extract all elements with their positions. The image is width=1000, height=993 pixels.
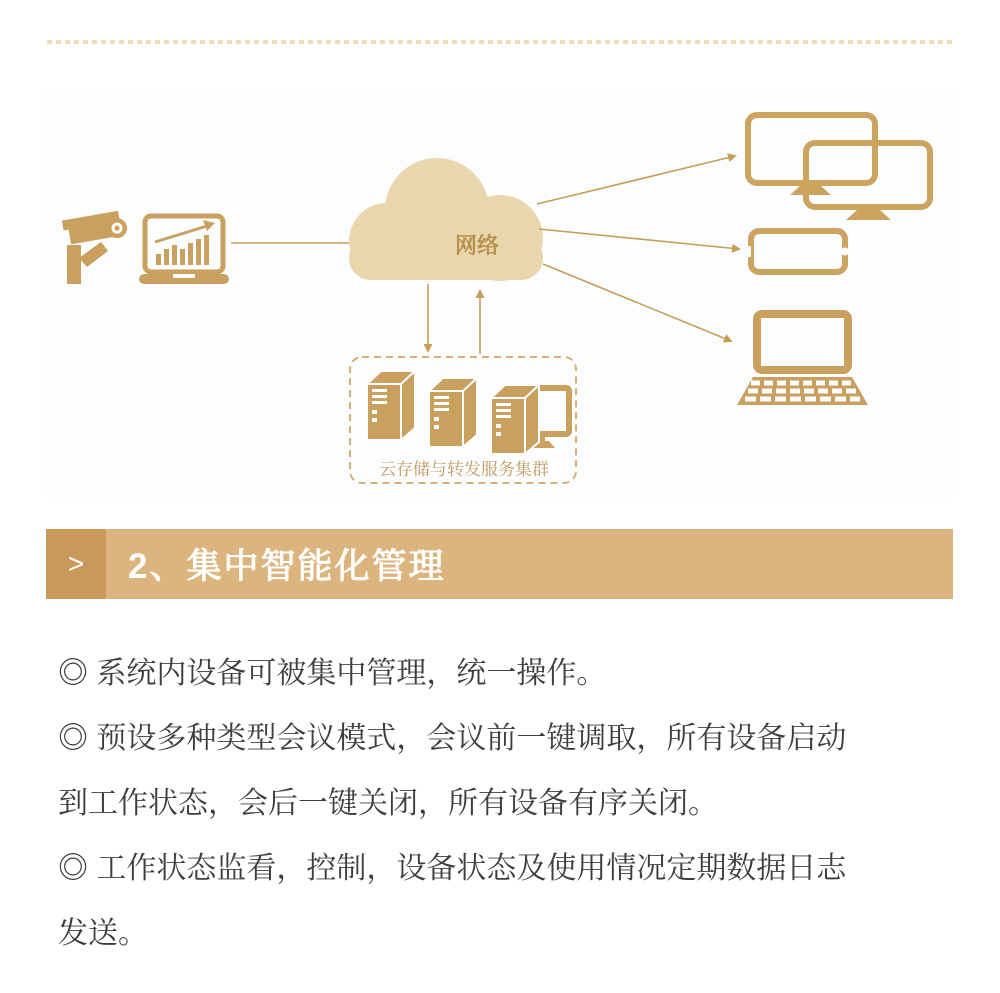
arrow-cloud-to-tablet <box>539 229 739 249</box>
network-cloud <box>349 158 543 281</box>
bullet-line-2: ◎ 预设多种类型会议模式，会议前一键调取，所有设备启动 <box>58 722 847 755</box>
server-towers-icon <box>367 371 539 454</box>
bullet-line-4: ◎ 工作状态监看，控制，设备状态及使用情况定期数据日志 <box>58 852 847 885</box>
bullet-line-5: 发送。 <box>58 917 148 950</box>
arrow-cloud-to-monitors <box>537 156 735 204</box>
desktop-monitors-icon <box>748 115 930 220</box>
bullet-line-1: ◎ 系统内设备可被集中管理，统一操作。 <box>58 657 607 690</box>
server-cluster <box>350 357 576 483</box>
cloud-label: 网络 <box>454 233 500 258</box>
laptop-chart-icon <box>139 216 229 284</box>
laptop-icon <box>737 310 868 405</box>
bullet-line-3: 到工作状态，会后一键关闭，所有设备有序关闭。 <box>58 787 718 820</box>
section-title: 2、集中智能化管理 <box>128 547 446 586</box>
cctv-camera-icon <box>62 210 129 284</box>
network-diagram-panel <box>47 88 953 499</box>
chevron-block <box>46 529 106 599</box>
chevron-right-icon: > <box>67 548 85 579</box>
network-diagram <box>47 88 953 499</box>
cluster-label: 云存储与转发服务集群 <box>379 460 549 479</box>
top-dashed-divider <box>47 40 953 44</box>
section-header-bar <box>46 529 953 599</box>
body-text <box>58 641 953 966</box>
arrow-cloud-to-laptop <box>543 264 731 341</box>
tablet-icon <box>748 231 849 272</box>
